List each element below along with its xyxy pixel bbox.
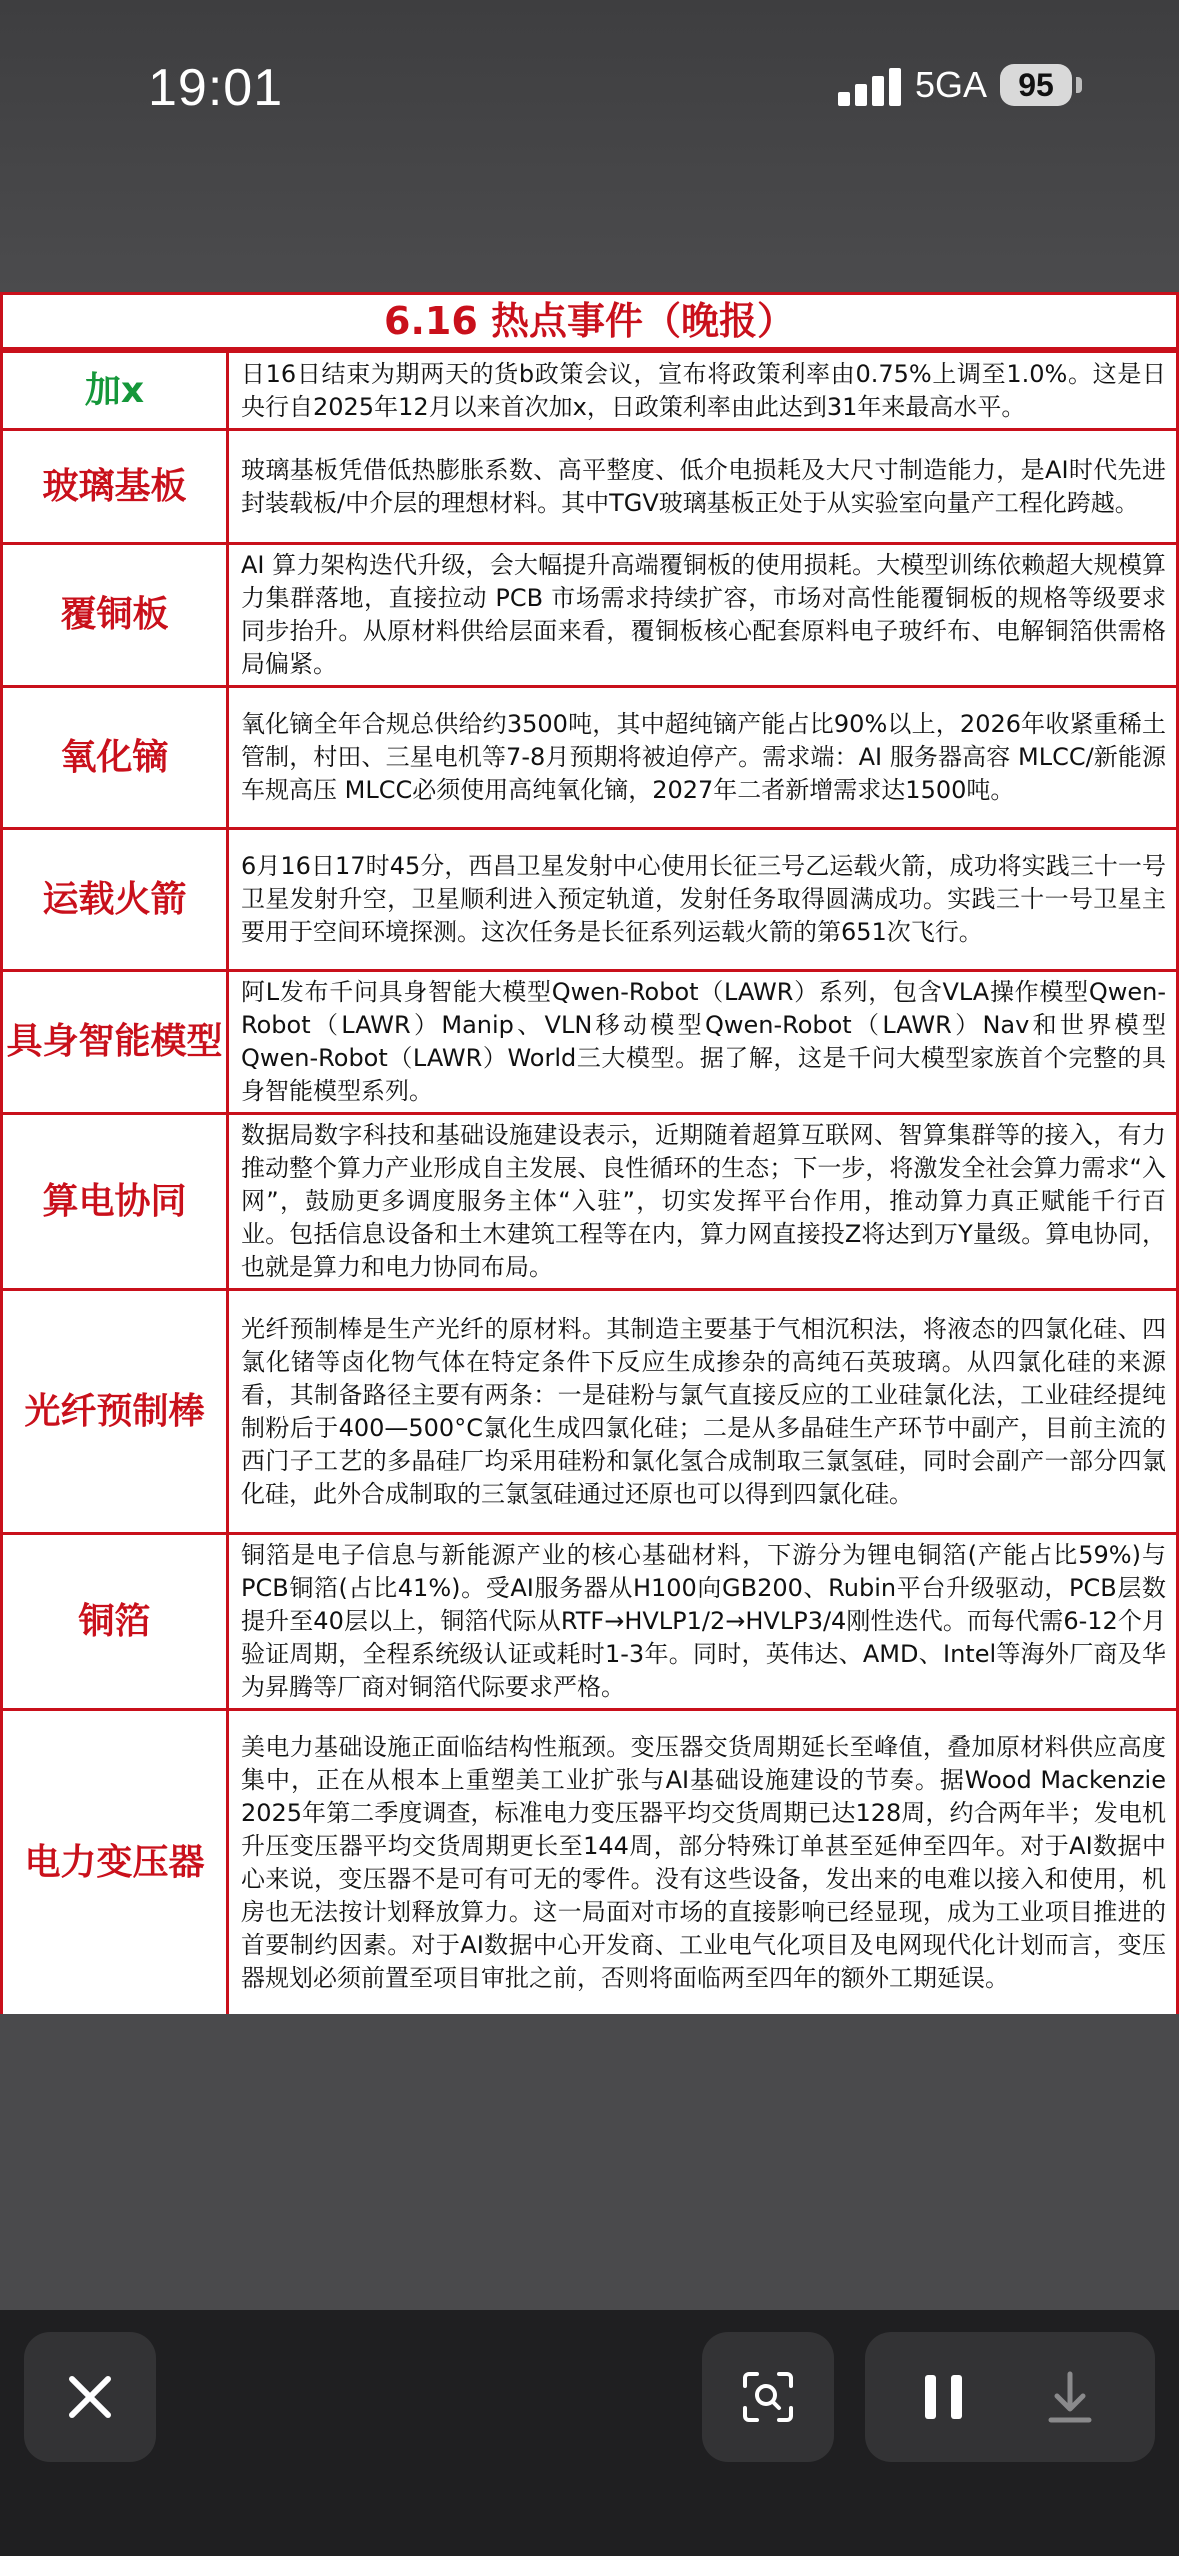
- row-text: AI 算力架构迭代升级，会大幅提升高端覆铜板的使用损耗。大模型训练依赖超大规模算力集群落地，直接拉动 PCB 市场需求持续扩容，市场对高性能覆铜板的规格等级要求同步抬升。从原材料供给层面来看，覆铜板核心配套原料电子玻纤布、电解铜箔供需格局偏紧。: [228, 544, 1178, 687]
- row-text: 阿L发布千问具身智能大模型Qwen-Robot（LAWR）系列，包含VLA操作模型Qwen-Robot（LAWR）Manip、VLN移动模型Qwen-Robot（LAWR）Nav和世界模型Qwen-Robot（LAWR）World三大模型。据了解，这是千问大模型家族首个完整的具身智能模型系列。: [228, 971, 1178, 1114]
- top-background: [0, 0, 1179, 290]
- row-text: 铜箔是电子信息与新能源产业的核心基础材料，下游分为锂电铜箔(产能占比59%)与PCB铜箔(占比41%)。受AI服务器从H100向GB200、Rubin平台升级驱动，PCB层数提升至40层以上，铜箔代际从RTF→HVLP1/2→HVLP3/4刚性迭代。而每代需6-12个月验证周期，全程系统级认证或耗时1-3年。同时，英伟达、AMD、Intel等海外厂商及华为昇腾等厂商对铜箔代际要求严格。: [228, 1534, 1178, 1710]
- news-image: [0, 292, 1179, 2014]
- table-row: [2, 430, 1178, 544]
- row-label: 运载火箭: [2, 829, 228, 971]
- row-text: 6月16日17时45分，西昌卫星发射中心使用长征三号乙运载火箭，成功将实践三十一号卫星发射升空，卫星顺利进入预定轨道，发射任务取得圆满成功。实践三十一号卫星主要用于空间环境探测。这次任务是长征系列运载火箭的第651次飞行。: [228, 829, 1178, 971]
- row-text: 氧化镝全年合规总供给约3500吨，其中超纯镝产能占比90%以上，2026年收紧重稀土管制，村田、三星电机等7-8月预期将被迫停产。需求端：AI 服务器高容 MLCC/新能源车规高压 MLCC必须使用高纯氧化镝，2027年二者新增需求达1500吨。: [228, 687, 1178, 829]
- battery-indicator: 95: [1000, 64, 1072, 106]
- table-row: [2, 687, 1178, 829]
- signal-icon: [838, 68, 904, 106]
- network-type: 5GA: [915, 64, 988, 105]
- table-row: [2, 829, 1178, 971]
- row-label: 铜箔: [2, 1534, 228, 1710]
- visual-search-icon: [741, 2370, 795, 2424]
- row-text: 美电力基础设施正面临结构性瓶颈。变压器交货周期延长至峰值，叠加原材料供应高度集中，正在从根本上重塑美工业扩张与AI基础设施建设的节奏。据Wood Mackenzie 2025年第二季度调查，标准电力变压器平均交货周期已达128周，约合两年半；发电机升压变压器平均交货周期更长至144周，部分特殊订单甚至延伸至四年。对于AI数据中心来说，变压器不是可有可无的零件。没有这些设备，发出来的电难以接入和使用，机房也无法按计划释放算力。这一局面对市场的直接影响已经显现，成为工业项目推进的首要制约因素。对于AI数据中心开发商、工业电气化项目及电网现代化计划而言，变压器规划必须前置至项目审批之前，否则将面临两至四年的额外工期延误。: [228, 1710, 1178, 2015]
- events-table: [0, 350, 1179, 2014]
- row-label: 玻璃基板: [2, 430, 228, 544]
- row-text: 玻璃基板凭借低热膨胀系数、高平整度、低介电损耗及大尺寸制造能力，是AI时代先进封装载板/中介层的理想材料。其中TGV玻璃基板正处于从实验室向量产工程化跨越。: [228, 430, 1178, 544]
- row-label: 光纤预制棒: [2, 1290, 228, 1534]
- table-row: [2, 1534, 1178, 1710]
- table-row: [2, 544, 1178, 687]
- battery-tip-icon: [1076, 77, 1082, 93]
- row-text: 日16日结束为期两天的货b政策会议，宣布将政策利率由0.75%上调至1.0%。这是日央行自2025年12月以来首次加x，日政策利率由此达到31年来最高水平。: [228, 352, 1178, 430]
- row-label: 覆铜板: [2, 544, 228, 687]
- row-label: 氧化镝: [2, 687, 228, 829]
- status-time: 19:01: [148, 59, 284, 117]
- table-row: [2, 1290, 1178, 1534]
- table-row: [2, 352, 1178, 430]
- row-label: 具身智能模型: [2, 971, 228, 1114]
- download-icon[interactable]: [1043, 2370, 1097, 2424]
- close-button[interactable]: [24, 2332, 156, 2462]
- row-text: 光纤预制棒是生产光纤的原材料。其制造主要基于气相沉积法，将液态的四氯化硅、四氯化锗等卤化物气体在特定条件下反应生成掺杂的高纯石英玻璃。从四氯化硅的来源看，其制备路径主要有两条：一是硅粉与氯气直接反应的工业硅氯化法，工业硅经提纯制粉后于400—500°C氯化生成四氯化硅；二是从多晶硅生产环节中副产，目前主流的西门子工艺的多晶硅厂均采用硅粉和氯化氢合成制取三氯氢硅，同时会副产一部分四氯化硅，此外合成制取的三氯氢硅通过还原也可以得到四氯化硅。: [228, 1290, 1178, 1534]
- close-icon: [68, 2375, 112, 2419]
- playback-controls: [865, 2332, 1155, 2462]
- row-label: 算电协同: [2, 1114, 228, 1290]
- page-title: 6.16 热点事件（晚报）: [0, 292, 1179, 350]
- row-text: 数据局数字科技和基础设施建设表示，近期随着超算互联网、智算集群等的接入，有力推动整个算力产业形成自主发展、良性循环的生态；下一步，将激发全社会算力需求“入网”，鼓励更多调度服务主体“入驻”，切实发挥平台作用，推动算力真正赋能千行百业。包括信息设备和土木建筑工程等在内，算力网直接投Z将达到万Y量级。算电协同，也就是算力和电力协同布局。: [228, 1114, 1178, 1290]
- pause-icon[interactable]: [925, 2375, 965, 2419]
- row-label: 电力变压器: [2, 1710, 228, 2015]
- table-row: [2, 1710, 1178, 2015]
- visual-search-button[interactable]: [702, 2332, 834, 2462]
- table-row: [2, 971, 1178, 1114]
- row-label: 加x: [2, 352, 228, 430]
- table-row: [2, 1114, 1178, 1290]
